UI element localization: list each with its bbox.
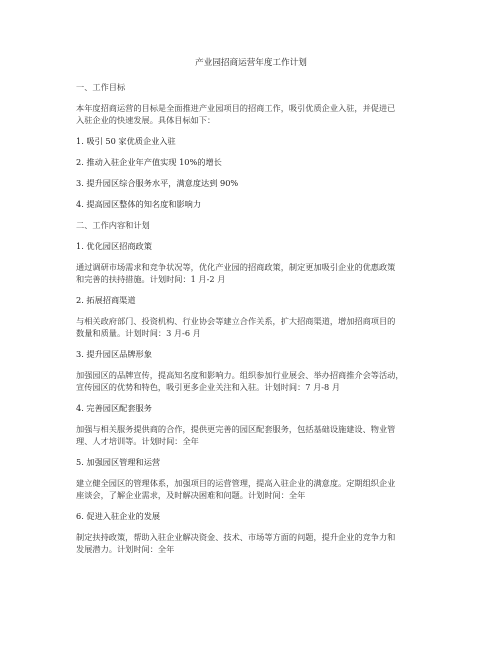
document-title: 产业园招商运营年度工作计划 <box>195 58 307 68</box>
goals-intro <box>76 102 426 126</box>
goal-item: 3. 提升园区综合服务水平，满意度达到 90% <box>76 178 239 188</box>
plan-item-title: 6. 促进入驻企业的发展 <box>76 511 161 521</box>
plan-item-desc-line: 通过调研市场需求和竞争状况等，优化产业园的招商政策，制定更加吸引企业的优惠政策 <box>76 262 396 272</box>
plan-item-desc-line: 宣传园区的优势和特色，吸引更多企业关注和入驻。计划时间：7 月-8 月 <box>76 382 341 392</box>
plan-item-title: 4. 完善园区配套服务 <box>76 403 152 413</box>
plan-item-desc-line: 制定扶持政策，帮助入驻企业解决资金、技术、市场等方面的问题，提升企业的竞争力和 <box>76 532 396 542</box>
plan-item-desc-line: 建立健全园区的管理体系，加强项目的运营管理，提高入驻企业的满意度。定期组织企业 <box>76 478 396 488</box>
plan-item-desc-line: 加强与相关服务提供商的合作，提供更完善的园区配套服务，包括基础设施建设、物业管 <box>76 424 396 434</box>
section-heading-goals: 一、工作目标 <box>76 82 126 92</box>
plan-item-desc-line: 和完善的扶持措施。计划时间：1 月-2 月 <box>76 274 226 284</box>
goal-item: 1. 吸引 50 家优质企业入驻 <box>76 136 176 146</box>
plan-item-desc-line: 数量和质量。计划时间：3 月-6 月 <box>76 328 201 338</box>
plan-item <box>76 348 426 393</box>
plan-item-desc-line: 座谈会，了解企业需求，及时解决困难和问题。计划时间：全年 <box>76 490 306 500</box>
plan-item-title: 1. 优化园区招商政策 <box>76 241 152 251</box>
plan-item-desc-line: 理、人才培训等。计划时间：全年 <box>76 436 199 446</box>
section-heading-plan: 二、工作内容和计划 <box>76 220 150 230</box>
plan-item <box>76 240 426 285</box>
goals-intro-line: 入驻企业的快速发展。具体目标如下： <box>76 115 216 125</box>
plan-item <box>76 402 426 447</box>
plan-item-title: 3. 提升园区品牌形象 <box>76 349 152 359</box>
plan-item <box>76 294 426 339</box>
goal-item: 4. 提高园区整体的知名度和影响力 <box>76 199 202 209</box>
plan-item <box>76 456 426 501</box>
document-body <box>76 81 426 564</box>
plan-item-desc-line: 加强园区的品牌宣传，提高知名度和影响力。组织参加行业展会、举办招商推介会等活动， <box>76 370 404 380</box>
plan-item-desc-line: 发展潜力。计划时间：全年 <box>76 544 175 554</box>
plan-item-desc-line: 与相关政府部门、投资机构、行业协会等建立合作关系，扩大招商渠道，增加招商项目的 <box>76 316 396 326</box>
plan-item-title: 2. 拓展招商渠道 <box>76 295 136 305</box>
goal-item: 2. 推动入驻企业年产值实现 10%的增长 <box>76 157 222 167</box>
plan-item-title: 5. 加强园区管理和运营 <box>76 457 161 467</box>
plan-item <box>76 510 426 555</box>
goals-intro-line: 本年度招商运营的目标是全面推进产业园项目的招商工作，吸引优质企业入驻，并促进已 <box>76 103 396 113</box>
